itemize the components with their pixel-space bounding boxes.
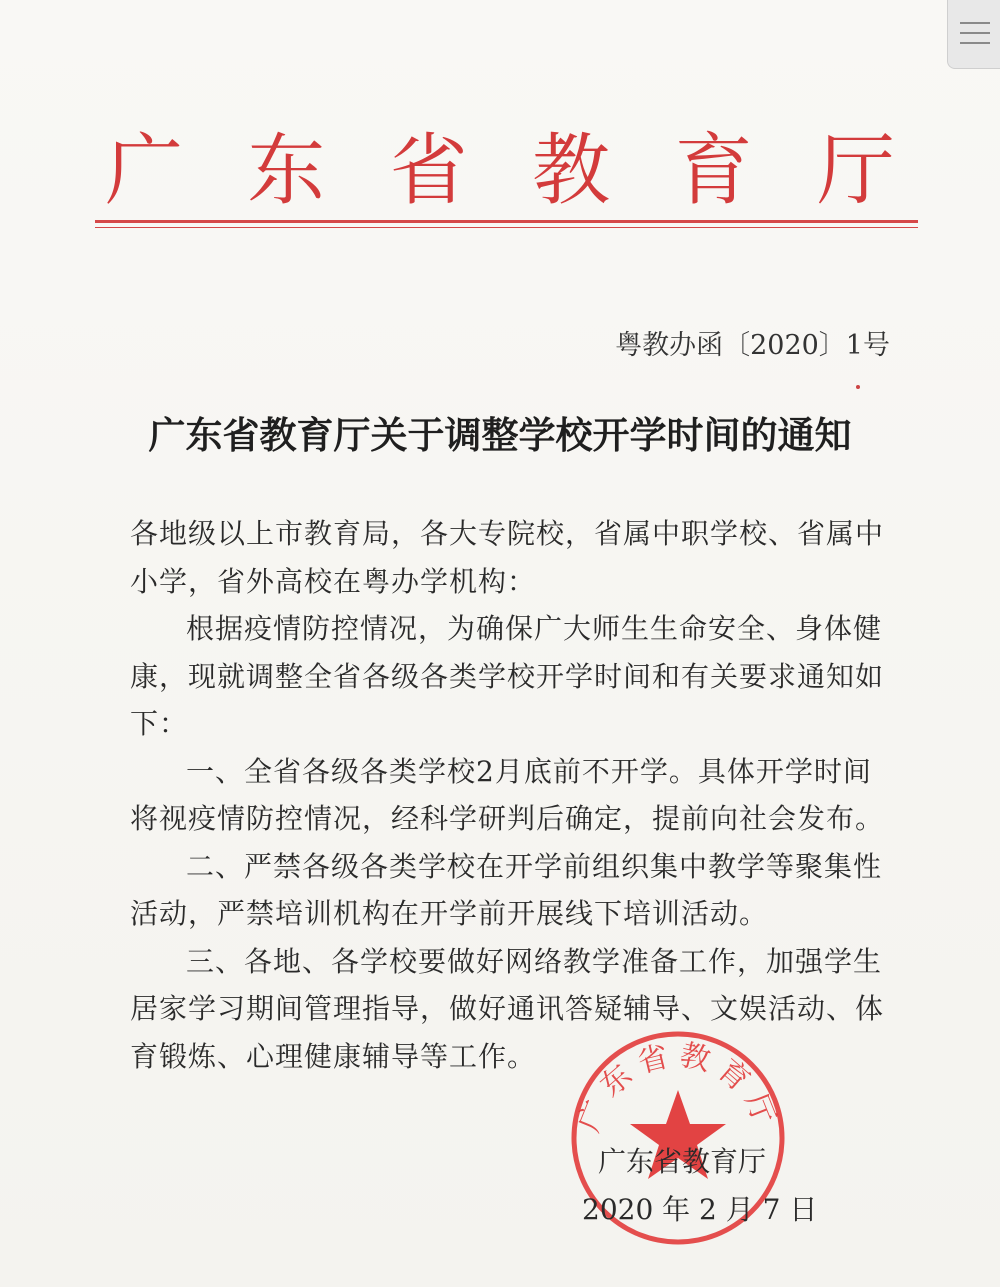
menu-button[interactable]: [947, 0, 1000, 69]
paragraph: 一、全省各级各类学校2月底前不开学。具体开学时间将视疫情防控情况，经科学研判后确定，提前向社会发布。: [130, 754, 885, 835]
paragraph: 根据疫情防控情况，为确保广大师生生命安全、身体健康，现就调整全省各级各类学校开学时间和有关要求通知如下：: [130, 612, 885, 740]
letterhead-char: 广: [105, 126, 184, 216]
ink-dot: [856, 385, 860, 389]
letterhead-char: 教: [532, 126, 611, 216]
menu-icon: [960, 32, 990, 34]
letterhead-char: 东: [247, 126, 326, 216]
letterhead-rule: [95, 220, 918, 223]
seal-text: 广东省教育厅: [571, 1037, 785, 1137]
menu-icon: [960, 42, 990, 44]
letterhead-char: 省: [389, 126, 468, 216]
letterhead-rule-thin: [95, 227, 918, 228]
letterhead-char: 育: [674, 126, 753, 216]
paragraph: 二、严禁各级各类学校在开学前组织集中教学等聚集性活动，严禁培训机构在开学前开展线下培训活动。: [130, 849, 883, 930]
menu-icon: [960, 22, 990, 24]
letterhead: [105, 118, 895, 216]
addressee: 各地级以上市教育局，各大专院校，省属中职学校、省属中小学，省外高校在粤办学机构：: [130, 517, 885, 598]
document-body: [130, 510, 892, 1080]
paragraph: 三、各地、各学校要做好网络教学准备工作，加强学生居家学习期间管理指导，做好通讯答疑辅导、文娱活动、体育锻炼、心理健康辅导等工作。: [130, 944, 885, 1073]
document-title: 广东省教育厅关于调整学校开学时间的通知: [148, 413, 852, 457]
document-date: 2020 年 2 月 7 日: [582, 1193, 818, 1226]
document-number: 粤教办函〔2020〕1号: [615, 330, 890, 361]
signer: 广东省教育厅: [598, 1145, 767, 1178]
letterhead-char: 厅: [816, 126, 895, 216]
